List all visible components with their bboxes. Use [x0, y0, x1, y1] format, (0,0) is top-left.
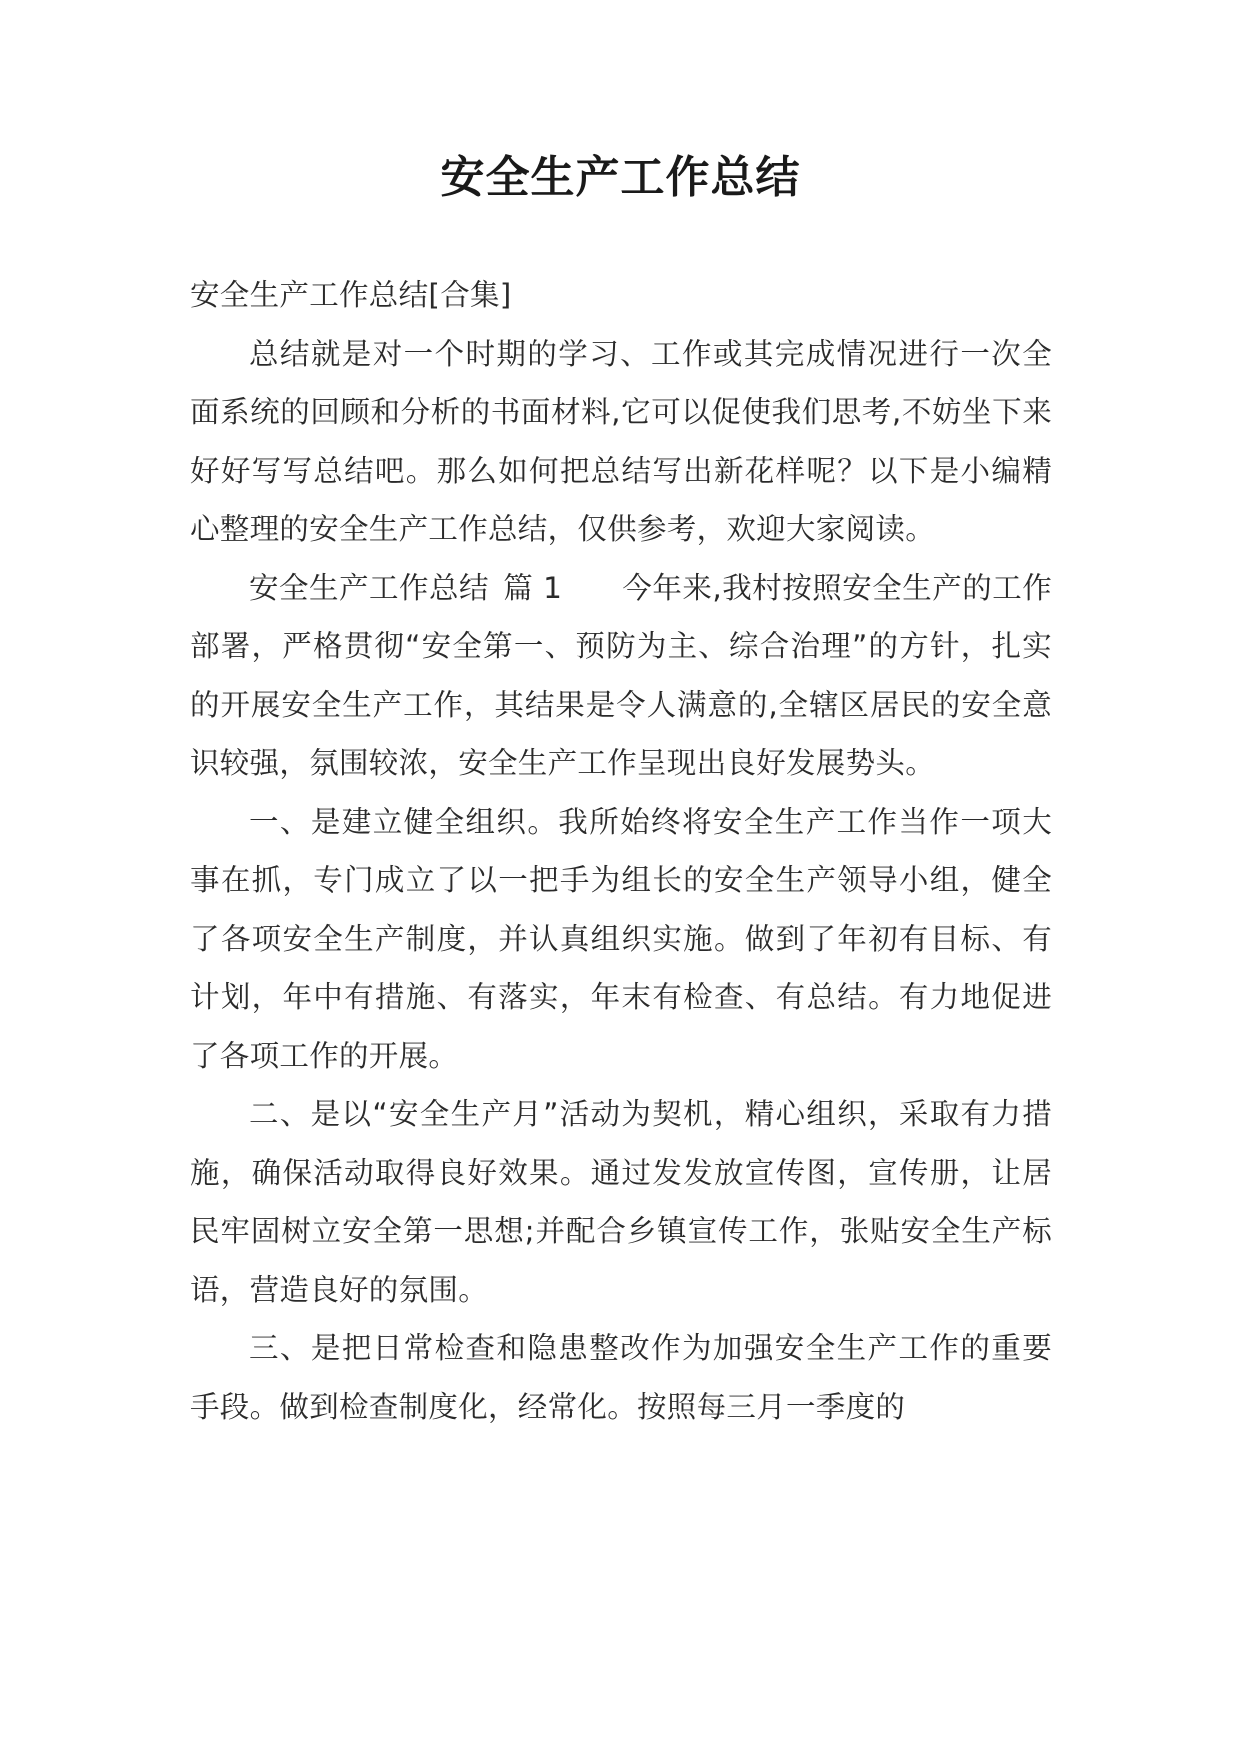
document-title: 安全生产工作总结 — [440, 152, 801, 203]
document-subtitle: 安全生产工作总结[合集] — [190, 278, 512, 312]
paragraph-item-2: 二、是以“安全生产月”活动为契机，精心组织，采取有力措施，确保活动取得良好效果。通过发发放宣传图，宣传册，让居民牢固树立安全第一思想;并配合乡镇宣传工作，张贴安全生产标语，营造良好的氛围。 — [190, 1097, 1052, 1307]
intro-paragraph: 总结就是对一个时期的学习、工作或其完成情况进行一次全面系统的回顾和分析的书面材料,它可以促使我们思考,不妨坐下来好好写写总结吧。那么如何把总结写出新花样呢？以下是小编精心整理的安全生产工作总结，仅供参考，欢迎大家阅读。 — [190, 336, 1052, 546]
document-body — [190, 266, 1052, 1436]
section-number: 篇 1 — [503, 570, 563, 605]
section-heading: 安全生产工作总结 — [249, 570, 489, 605]
paragraph-item-1: 一、是建立健全组织。我所始终将安全生产工作当作一项大事在抓，专门成立了以一把手为组长的安全生产领导小组，健全了各项安全生产制度，并认真组织实施。做到了年初有目标、有计划，年中有措施、有落实，年末有检查、有总结。有力地促进了各项工作的开展。 — [190, 804, 1052, 1073]
paragraph-item-3: 三、是把日常检查和隐患整改作为加强安全生产工作的重要手段。做到检查制度化，经常化。按照每三月一季度的 — [190, 1331, 1052, 1424]
section-1-paragraph — [190, 559, 1052, 793]
section-first-text: 今年来,我村按照安全生产的工作部署，严格贯彻“安全第一、预防为主、综合治理”的方针，扎实的开展安全生产工作，其结果是令人满意的,全辖区居民的安全意识较强，氛围较浓，安全生产工作呈现出良好发展势头。 — [190, 570, 1053, 780]
